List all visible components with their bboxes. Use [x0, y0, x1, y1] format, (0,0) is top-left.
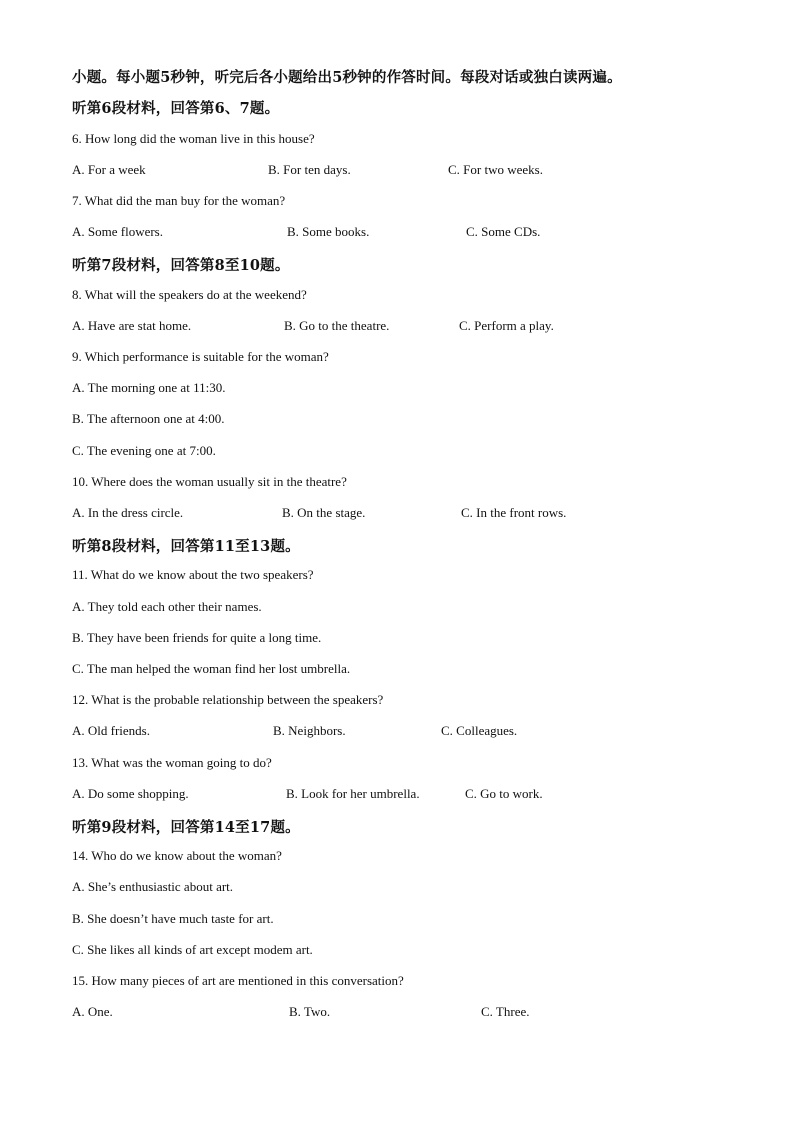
option-b: B. On the stage. [282, 505, 366, 520]
option-c: C. Some CDs. [466, 224, 541, 239]
option-b: B. For ten days. [268, 162, 351, 177]
option-a: A. For a week [72, 162, 146, 177]
option-c: C. She likes all kinds of art except modem art. [72, 942, 313, 957]
option-b: B. Neighbors. [273, 723, 346, 738]
option-c: C. The evening one at 7:00. [72, 443, 216, 458]
question-stem: 13. What was the woman going to do? [72, 755, 272, 770]
option-c: C. Three. [481, 1004, 530, 1019]
option-c: C. The man helped the woman find her lost umbrella. [72, 661, 351, 676]
option-b: B. Look for her umbrella. [286, 786, 420, 801]
option-c: C. In the front rows. [461, 505, 567, 520]
option-a: A. They told each other their names. [72, 599, 262, 614]
question-stem: 8. What will the speakers do at the weekend? [72, 287, 307, 302]
option-a: A. The morning one at 11:30. [72, 380, 226, 395]
question-stem: 9. Which performance is suitable for the woman? [72, 349, 329, 364]
question-stem: 7. What did the man buy for the woman? [72, 193, 286, 208]
option-a: A. In the dress circle. [72, 505, 184, 520]
option-a: A. She’s enthusiastic about art. [72, 879, 234, 894]
question-stem: 14. Who do we know about the woman? [72, 848, 282, 863]
option-c: C. Perform a play. [459, 318, 554, 333]
option-a: A. Do some shopping. [72, 786, 189, 801]
question-stem: 15. How many pieces of art are mentioned in this conversation? [72, 973, 404, 988]
section-heading: 听第6段材料，回答第6、7题。 [72, 100, 280, 117]
option-b: B. Some books. [287, 224, 370, 239]
option-c: C. Colleagues. [441, 723, 518, 738]
option-b: B. Go to the theatre. [284, 318, 390, 333]
option-c: C. Go to work. [465, 786, 543, 801]
option-b: B. Two. [289, 1004, 331, 1019]
question-stem: 6. How long did the woman live in this house? [72, 131, 315, 146]
section-heading: 听第8段材料，回答第11至13题。 [72, 538, 300, 555]
question-stem: 10. Where does the woman usually sit in the theatre? [72, 474, 347, 489]
option-b: B. She doesn’t have much taste for art. [72, 911, 274, 926]
option-c: C. For two weeks. [448, 162, 543, 177]
option-b: B. They have been friends for quite a long time. [72, 630, 322, 645]
option-a: A. Some flowers. [72, 224, 163, 239]
question-stem: 11. What do we know about the two speakers? [72, 567, 314, 582]
option-a: A. Have are stat home. [72, 318, 192, 333]
instructions-text: 小题。每小题5秒钟，听完后各小题给出5秒钟的作答时间。每段对话或独白读两遍。 [72, 69, 622, 86]
section-heading: 听第9段材料，回答第14至17题。 [72, 819, 300, 836]
question-stem: 12. What is the probable relationship between the speakers? [72, 692, 384, 707]
option-a: A. Old friends. [72, 723, 150, 738]
option-a: A. One. [72, 1004, 113, 1019]
section-heading: 听第7段材料，回答第8至10题。 [72, 257, 290, 274]
option-b: B. The afternoon one at 4:00. [72, 411, 225, 426]
